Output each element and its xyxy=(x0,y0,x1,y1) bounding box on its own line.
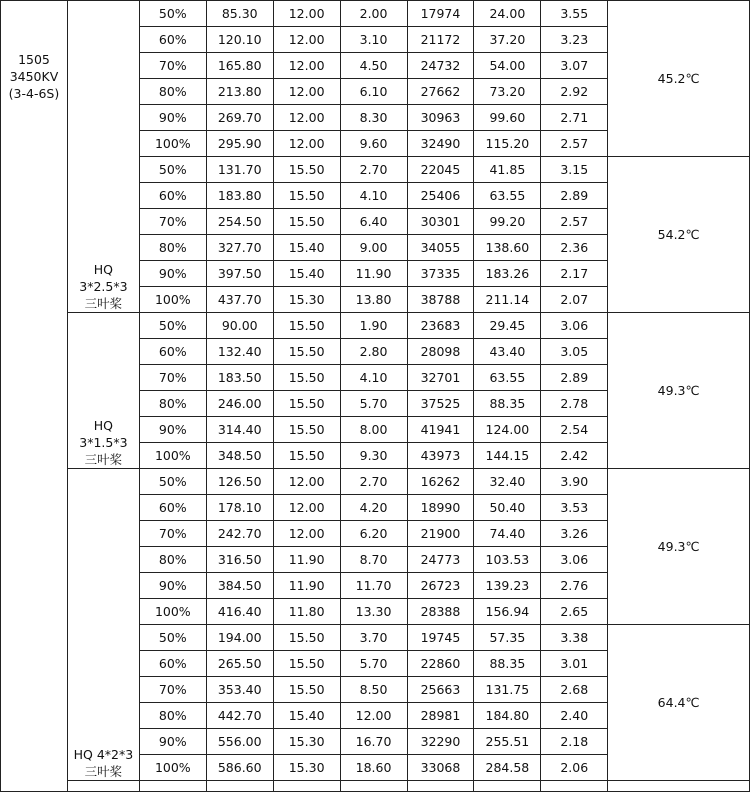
thrust-cell: 85.30 xyxy=(206,1,273,27)
throttle-cell: 70% xyxy=(139,365,206,391)
power-cell: 74.40 xyxy=(474,521,541,547)
voltage-cell: 15.50 xyxy=(273,651,340,677)
current-cell: 6.10 xyxy=(340,79,407,105)
power-cell: 32.40 xyxy=(474,469,541,495)
thrust-cell: 213.80 xyxy=(206,79,273,105)
throttle-cell: 80% xyxy=(139,703,206,729)
motor-model-line: 3450KV xyxy=(9,69,59,84)
efficiency-cell: 2.71 xyxy=(541,105,608,131)
throttle-cell: 100% xyxy=(139,131,206,157)
rpm-cell: 34055 xyxy=(407,235,474,261)
table-row xyxy=(1,313,750,339)
power-cell: 57.35 xyxy=(474,625,541,651)
efficiency-cell: 2.76 xyxy=(541,573,608,599)
current-cell: 8.30 xyxy=(340,105,407,131)
throttle-cell: 70% xyxy=(139,677,206,703)
rpm-cell: 30301 xyxy=(407,209,474,235)
rpm-cell: 32490 xyxy=(407,131,474,157)
power-cell: 211.14 xyxy=(474,287,541,313)
rpm-cell: 18990 xyxy=(407,495,474,521)
propeller-label-line: 三叶桨 xyxy=(84,296,123,311)
rpm-cell: 25663 xyxy=(407,677,474,703)
current-cell: 16.70 xyxy=(340,729,407,755)
voltage-cell: 12.00 xyxy=(273,1,340,27)
voltage-cell: 15.40 xyxy=(273,261,340,287)
thrust-cell: 165.80 xyxy=(206,53,273,79)
power-cell: 284.58 xyxy=(474,755,541,781)
voltage-cell: 11.80 xyxy=(273,599,340,625)
efficiency-cell: 2.89 xyxy=(541,183,608,209)
current-cell: 9.30 xyxy=(340,443,407,469)
thrust-cell: 316.50 xyxy=(206,547,273,573)
efficiency-cell: 2.07 xyxy=(541,287,608,313)
throttle-cell: 50% xyxy=(139,313,206,339)
voltage-cell: 12.00 xyxy=(273,27,340,53)
rpm-cell: 43973 xyxy=(407,443,474,469)
power-cell: 156.94 xyxy=(474,599,541,625)
propeller-label-line: 三叶桨 xyxy=(84,452,123,467)
voltage-cell: 11.90 xyxy=(273,547,340,573)
propeller-label xyxy=(68,417,139,468)
power-cell: 24.00 xyxy=(474,1,541,27)
propeller-label-line: HQ 4*2*3 xyxy=(73,747,134,762)
current-cell: 4.50 xyxy=(340,53,407,79)
thrust-cell: 246.00 xyxy=(206,391,273,417)
efficiency-cell: 2.54 xyxy=(541,417,608,443)
throttle-cell: 90% xyxy=(139,417,206,443)
throttle-cell: 100% xyxy=(139,755,206,781)
propeller-label-line: HQ 3*2.5*3 xyxy=(79,262,128,294)
rpm-cell: 38788 xyxy=(407,287,474,313)
thrust-cell: 254.50 xyxy=(206,209,273,235)
efficiency-cell: 3.55 xyxy=(541,1,608,27)
power-cell: 63.55 xyxy=(474,183,541,209)
efficiency-cell: 2.17 xyxy=(541,261,608,287)
thrust-cell: 265.50 xyxy=(206,651,273,677)
current-cell: 11.90 xyxy=(340,261,407,287)
throttle-cell: 60% xyxy=(139,27,206,53)
power-cell: 29.45 xyxy=(474,313,541,339)
current-cell: 8.50 xyxy=(340,677,407,703)
power-cell: 115.20 xyxy=(474,131,541,157)
voltage-cell: 15.50 xyxy=(273,625,340,651)
voltage-cell: 15.50 xyxy=(273,183,340,209)
voltage-cell: 12.00 xyxy=(273,469,340,495)
voltage-cell: 15.50 xyxy=(273,443,340,469)
throttle-cell: 90% xyxy=(139,729,206,755)
thrust-cell: 586.60 xyxy=(206,755,273,781)
throttle-cell: 70% xyxy=(139,209,206,235)
rpm-cell: 32701 xyxy=(407,365,474,391)
power-cell: 139.23 xyxy=(474,573,541,599)
efficiency-cell: 3.07 xyxy=(541,53,608,79)
thrust-cell: 269.70 xyxy=(206,105,273,131)
table-row xyxy=(1,469,750,495)
voltage-cell: 12.00 xyxy=(273,53,340,79)
power-cell: 124.00 xyxy=(474,417,541,443)
thrust-cell: 178.10 xyxy=(206,495,273,521)
current-cell: 13.80 xyxy=(340,287,407,313)
motor-model-cell xyxy=(1,1,68,792)
efficiency-cell: 2.68 xyxy=(541,677,608,703)
thrust-cell: 397.50 xyxy=(206,261,273,287)
temperature-cell: 49.3℃ xyxy=(608,469,750,625)
thrust-cell: 437.70 xyxy=(206,287,273,313)
efficiency-cell: 3.06 xyxy=(541,547,608,573)
throttle-cell: 80% xyxy=(139,391,206,417)
rpm-cell: 19745 xyxy=(407,625,474,651)
voltage-cell: 15.40 xyxy=(273,703,340,729)
efficiency-cell: 2.92 xyxy=(541,79,608,105)
power-cell: 54.00 xyxy=(474,53,541,79)
rpm-cell: 16262 xyxy=(407,469,474,495)
temperature-cell: 64.4℃ xyxy=(608,625,750,781)
current-cell: 4.10 xyxy=(340,365,407,391)
rpm-cell: 37525 xyxy=(407,391,474,417)
efficiency-cell: 2.40 xyxy=(541,703,608,729)
propeller-label xyxy=(68,261,139,312)
current-cell: 6.40 xyxy=(340,209,407,235)
thrust-cell: 242.70 xyxy=(206,521,273,547)
throttle-cell: 70% xyxy=(139,53,206,79)
efficiency-cell: 3.06 xyxy=(541,313,608,339)
power-cell: 73.20 xyxy=(474,79,541,105)
thrust-cell: 314.40 xyxy=(206,417,273,443)
efficiency-cell: 2.42 xyxy=(541,443,608,469)
voltage-cell: 15.30 xyxy=(273,287,340,313)
voltage-cell: 15.50 xyxy=(273,365,340,391)
voltage-cell: 12.00 xyxy=(273,131,340,157)
throttle-cell: 90% xyxy=(139,261,206,287)
thrust-cell: 120.10 xyxy=(206,27,273,53)
power-cell: 138.60 xyxy=(474,235,541,261)
temperature-cell: 45.2℃ xyxy=(608,1,750,157)
current-cell: 2.70 xyxy=(340,157,407,183)
current-cell: 2.80 xyxy=(340,339,407,365)
rpm-cell: 30963 xyxy=(407,105,474,131)
efficiency-cell: 3.23 xyxy=(541,27,608,53)
rpm-cell: 28098 xyxy=(407,339,474,365)
power-cell: 144.15 xyxy=(474,443,541,469)
power-cell: 99.60 xyxy=(474,105,541,131)
throttle-cell: 80% xyxy=(139,79,206,105)
throttle-cell: 90% xyxy=(139,105,206,131)
throttle-cell: 50% xyxy=(139,625,206,651)
power-cell: 88.35 xyxy=(474,391,541,417)
thrust-cell: 442.70 xyxy=(206,703,273,729)
throttle-cell: 60% xyxy=(139,339,206,365)
thrust-cell: 295.90 xyxy=(206,131,273,157)
efficiency-cell: 3.53 xyxy=(541,495,608,521)
voltage-cell: 15.50 xyxy=(273,339,340,365)
propeller-model-cell xyxy=(67,1,139,313)
voltage-cell: 12.00 xyxy=(273,495,340,521)
motor-model-line: 1505 xyxy=(18,52,50,67)
voltage-cell: 15.50 xyxy=(273,157,340,183)
power-cell: 50.40 xyxy=(474,495,541,521)
thrust-cell: 194.00 xyxy=(206,625,273,651)
voltage-cell: 12.00 xyxy=(273,79,340,105)
throttle-cell: 80% xyxy=(139,547,206,573)
voltage-cell: 15.40 xyxy=(273,235,340,261)
efficiency-cell: 2.78 xyxy=(541,391,608,417)
current-cell: 8.00 xyxy=(340,417,407,443)
efficiency-cell: 3.90 xyxy=(541,469,608,495)
voltage-cell: 15.50 xyxy=(273,417,340,443)
power-cell: 255.51 xyxy=(474,729,541,755)
efficiency-cell: 3.38 xyxy=(541,625,608,651)
voltage-cell: 12.00 xyxy=(273,521,340,547)
current-cell: 1.90 xyxy=(340,313,407,339)
throttle-cell: 80% xyxy=(139,235,206,261)
rpm-cell: 24732 xyxy=(407,53,474,79)
current-cell: 6.20 xyxy=(340,521,407,547)
efficiency-cell: 3.15 xyxy=(541,157,608,183)
motor-model-line: (3-4-6S) xyxy=(8,86,60,101)
rpm-cell: 22045 xyxy=(407,157,474,183)
current-cell: 5.70 xyxy=(340,651,407,677)
throttle-cell: 100% xyxy=(139,599,206,625)
thrust-cell: 183.50 xyxy=(206,365,273,391)
thrust-cell: 348.50 xyxy=(206,443,273,469)
thrust-cell: 132.40 xyxy=(206,339,273,365)
power-cell: 131.75 xyxy=(474,677,541,703)
efficiency-cell: 2.06 xyxy=(541,755,608,781)
temperature-cell: 49.3℃ xyxy=(608,313,750,469)
propeller-label-line: HQ 3*1.5*3 xyxy=(79,418,128,450)
efficiency-cell: 2.18 xyxy=(541,729,608,755)
power-cell: 37.20 xyxy=(474,27,541,53)
throttle-cell: 60% xyxy=(139,495,206,521)
current-cell: 13.30 xyxy=(340,599,407,625)
propeller-label-line: 三叶桨 xyxy=(84,764,123,779)
propeller-label xyxy=(68,746,139,780)
current-cell: 2.00 xyxy=(340,1,407,27)
efficiency-cell: 2.57 xyxy=(541,209,608,235)
propeller-model-cell xyxy=(67,313,139,469)
current-cell: 11.70 xyxy=(340,573,407,599)
efficiency-cell: 2.65 xyxy=(541,599,608,625)
current-cell: 9.00 xyxy=(340,235,407,261)
throttle-cell: 50% xyxy=(139,157,206,183)
rpm-cell: 26723 xyxy=(407,573,474,599)
throttle-cell: 50% xyxy=(139,1,206,27)
current-cell: 9.60 xyxy=(340,131,407,157)
table-body xyxy=(1,0,750,792)
throttle-cell: 100% xyxy=(139,287,206,313)
efficiency-cell: 2.57 xyxy=(541,131,608,157)
power-cell: 43.40 xyxy=(474,339,541,365)
rpm-cell: 28981 xyxy=(407,703,474,729)
rpm-cell: 27662 xyxy=(407,79,474,105)
voltage-cell: 15.50 xyxy=(273,313,340,339)
voltage-cell: 15.50 xyxy=(273,677,340,703)
thrust-cell: 353.40 xyxy=(206,677,273,703)
temperature-cell: 54.2℃ xyxy=(608,157,750,313)
rpm-cell: 21900 xyxy=(407,521,474,547)
throttle-cell: 90% xyxy=(139,573,206,599)
power-cell: 99.20 xyxy=(474,209,541,235)
partial-trailing-row xyxy=(1,781,750,792)
voltage-cell: 12.00 xyxy=(273,105,340,131)
current-cell: 4.20 xyxy=(340,495,407,521)
efficiency-cell: 3.01 xyxy=(541,651,608,677)
current-cell: 4.10 xyxy=(340,183,407,209)
current-cell: 3.10 xyxy=(340,27,407,53)
power-cell: 88.35 xyxy=(474,651,541,677)
rpm-cell: 23683 xyxy=(407,313,474,339)
thrust-cell: 131.70 xyxy=(206,157,273,183)
rpm-cell: 33068 xyxy=(407,755,474,781)
throttle-cell: 100% xyxy=(139,443,206,469)
throttle-cell: 50% xyxy=(139,469,206,495)
rpm-cell: 32290 xyxy=(407,729,474,755)
efficiency-cell: 3.26 xyxy=(541,521,608,547)
current-cell: 3.70 xyxy=(340,625,407,651)
throttle-cell: 70% xyxy=(139,521,206,547)
throttle-cell: 60% xyxy=(139,651,206,677)
table-row xyxy=(1,1,750,27)
propeller-model-cell xyxy=(67,469,139,781)
current-cell: 12.00 xyxy=(340,703,407,729)
rpm-cell: 24773 xyxy=(407,547,474,573)
voltage-cell: 15.30 xyxy=(273,729,340,755)
rpm-cell: 28388 xyxy=(407,599,474,625)
current-cell: 2.70 xyxy=(340,469,407,495)
rpm-cell: 37335 xyxy=(407,261,474,287)
thrust-cell: 384.50 xyxy=(206,573,273,599)
rpm-cell: 41941 xyxy=(407,417,474,443)
current-cell: 18.60 xyxy=(340,755,407,781)
thrust-cell: 556.00 xyxy=(206,729,273,755)
voltage-cell: 11.90 xyxy=(273,573,340,599)
power-cell: 41.85 xyxy=(474,157,541,183)
efficiency-cell: 2.89 xyxy=(541,365,608,391)
rpm-cell: 17974 xyxy=(407,1,474,27)
power-cell: 183.26 xyxy=(474,261,541,287)
rpm-cell: 21172 xyxy=(407,27,474,53)
thrust-cell: 416.40 xyxy=(206,599,273,625)
current-cell: 8.70 xyxy=(340,547,407,573)
voltage-cell: 15.30 xyxy=(273,755,340,781)
power-cell: 103.53 xyxy=(474,547,541,573)
power-cell: 184.80 xyxy=(474,703,541,729)
voltage-cell: 15.50 xyxy=(273,209,340,235)
rpm-cell: 22860 xyxy=(407,651,474,677)
thrust-cell: 327.70 xyxy=(206,235,273,261)
current-cell: 5.70 xyxy=(340,391,407,417)
rpm-cell: 25406 xyxy=(407,183,474,209)
throttle-cell: 60% xyxy=(139,183,206,209)
efficiency-cell: 3.05 xyxy=(541,339,608,365)
thrust-cell: 90.00 xyxy=(206,313,273,339)
thrust-cell: 183.80 xyxy=(206,183,273,209)
efficiency-cell: 2.36 xyxy=(541,235,608,261)
voltage-cell: 15.50 xyxy=(273,391,340,417)
thrust-cell: 126.50 xyxy=(206,469,273,495)
power-cell: 63.55 xyxy=(474,365,541,391)
